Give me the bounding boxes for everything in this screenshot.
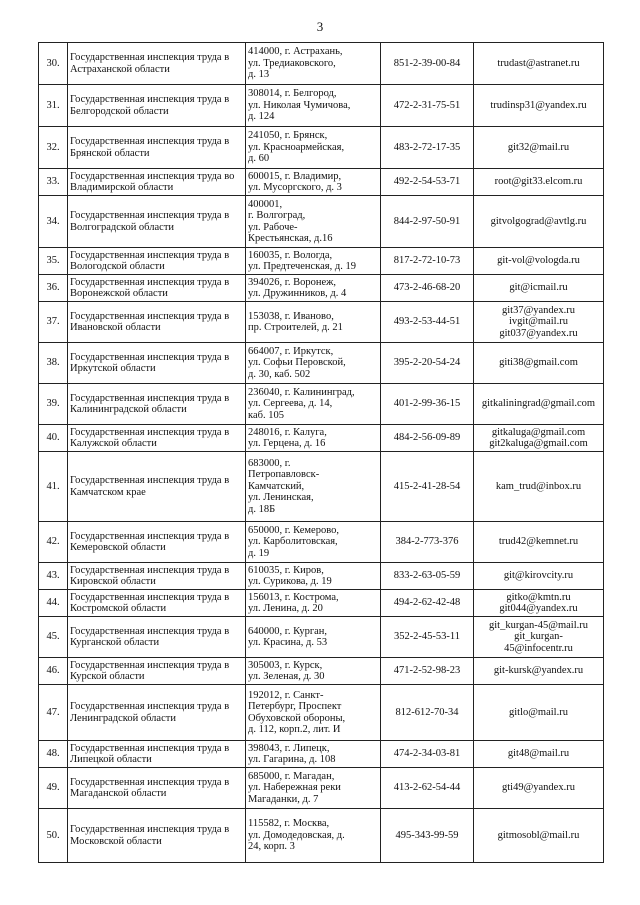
phone-number: 401-2-99-36-15: [381, 384, 474, 425]
address-line: 115582, г. Москва,: [248, 818, 330, 830]
address-line: 414000, г. Астрахань,: [248, 46, 343, 58]
inspection-name: Государственная инспекция труда в Курганской области: [68, 617, 246, 658]
inspection-registry-table: [38, 42, 604, 863]
phone-number: 817-2-72-10-73: [381, 248, 474, 275]
inspection-name: Государственная инспекция труда в Московской области: [68, 809, 246, 863]
email-cell: [474, 275, 604, 302]
email-cell: [474, 452, 604, 522]
table-row: [39, 169, 604, 196]
address-line: 650000, г. Кемерово,: [248, 524, 339, 536]
inspection-name: Государственная инспекция труда во Владимирской области: [68, 169, 246, 196]
address-cell: [246, 343, 381, 384]
address-line: д. 60: [248, 153, 270, 165]
row-number: 40.: [39, 425, 68, 452]
table-row: [39, 563, 604, 590]
email-address: trudast@astranet.ru: [497, 57, 580, 69]
row-number: 49.: [39, 768, 68, 809]
phone-number: 492-2-54-53-71: [381, 169, 474, 196]
address-line: 305003, г. Курск,: [248, 659, 323, 671]
email-cell: [474, 196, 604, 248]
inspection-name: Государственная инспекция труда в Кемеровской области: [68, 522, 246, 563]
row-number: 32.: [39, 127, 68, 169]
row-number: 44.: [39, 590, 68, 617]
table-row: [39, 275, 604, 302]
address-line: ул. Зеленая, д. 30: [248, 671, 325, 682]
phone-number: 494-2-62-42-48: [381, 590, 474, 617]
table-row: [39, 741, 604, 768]
address-line: д. 124: [248, 111, 275, 123]
phone-number: 471-2-52-98-23: [381, 658, 474, 685]
address-cell: [246, 809, 381, 863]
table-row: [39, 590, 604, 617]
row-number: 42.: [39, 522, 68, 563]
address-cell: [246, 685, 381, 741]
address-line: Камчатский,: [248, 480, 305, 492]
table-row: [39, 809, 604, 863]
inspection-name: Государственная инспекция труда в Волгоградской области: [68, 196, 246, 248]
phone-number: 352-2-45-53-11: [381, 617, 474, 658]
email-cell: [474, 384, 604, 425]
inspection-name: Государственная инспекция труда в Ивановской области: [68, 302, 246, 343]
inspection-name: Государственная инспекция труда в Белгородской области: [68, 85, 246, 127]
phone-number: 484-2-56-09-89: [381, 425, 474, 452]
row-number: 39.: [39, 384, 68, 425]
phone-number: 495-343-99-59: [381, 809, 474, 863]
address-line: 394026, г. Воронеж,: [248, 276, 337, 288]
email-cell: [474, 658, 604, 685]
row-number: 47.: [39, 685, 68, 741]
email-address: gitko@kmtn.ru: [506, 591, 571, 603]
address-line: 192012, г. Санкт-: [248, 689, 324, 701]
address-cell: [246, 452, 381, 522]
row-number: 35.: [39, 248, 68, 275]
inspection-name: Государственная инспекция труда в Ленинградской области: [68, 685, 246, 741]
email-address: git32@mail.ru: [507, 141, 570, 153]
email-address: kam_trud@inbox.ru: [495, 480, 582, 492]
table-row: [39, 302, 604, 343]
table-row: [39, 522, 604, 563]
table-row: [39, 425, 604, 452]
row-number: 50.: [39, 809, 68, 863]
address-cell: [246, 43, 381, 85]
email-cell: [474, 590, 604, 617]
row-number: 43.: [39, 563, 68, 590]
address-line: ул. Дружинников, д. 4: [248, 288, 347, 299]
table-row: [39, 384, 604, 425]
row-number: 37.: [39, 302, 68, 343]
email-address: trud42@kemnet.ru: [498, 536, 579, 548]
email-cell: [474, 563, 604, 590]
email-cell: [474, 343, 604, 384]
inspection-name: Государственная инспекция труда в Иркутской области: [68, 343, 246, 384]
address-cell: [246, 425, 381, 452]
row-number: 34.: [39, 196, 68, 248]
email-address: gitmosobl@mail.ru: [497, 829, 580, 841]
phone-number: 812-612-70-34: [381, 685, 474, 741]
row-number: 38.: [39, 343, 68, 384]
inspection-name: Государственная инспекция труда в Воронежской области: [68, 275, 246, 302]
address-line: ул. Красина, д. 53: [248, 637, 328, 648]
address-cell: [246, 590, 381, 617]
table-row: [39, 343, 604, 384]
address-cell: [246, 169, 381, 196]
email-cell: [474, 127, 604, 169]
address-line: 153038, г. Иваново,: [248, 310, 334, 322]
registry-body: [39, 43, 604, 863]
table-row: [39, 43, 604, 85]
address-line: 640000, г. Курган,: [248, 625, 328, 637]
email-cell: [474, 169, 604, 196]
address-line: ул. Гагарина, д. 108: [248, 754, 336, 765]
email-address: git_kurgan-: [514, 631, 563, 643]
email-address: git-vol@vologda.ru: [497, 255, 580, 267]
address-line: ул. Предтеченская, д. 19: [248, 261, 356, 272]
inspection-name: Государственная инспекция труда в Кировской области: [68, 563, 246, 590]
address-line: д. 18Б: [248, 503, 276, 515]
email-address: git2kaluga@gmail.com: [489, 438, 588, 449]
address-line: ул. Тредиаковского,: [248, 57, 336, 69]
address-line: Магаданки, д. 7: [248, 793, 319, 805]
address-line: Петропавловск-: [248, 469, 320, 481]
address-line: д. 30, каб. 502: [248, 368, 311, 380]
address-line: д. 112, корп.2, лит. И: [248, 724, 341, 735]
address-line: г. Волгоград,: [248, 210, 306, 221]
address-line: ул. Сергеева, д. 14,: [248, 398, 333, 410]
address-cell: [246, 658, 381, 685]
inspection-name: Государственная инспекция труда в Брянской области: [68, 127, 246, 169]
email-address: gitkaluga@gmail.com: [491, 426, 586, 438]
address-line: ул. Карболитовская,: [248, 536, 338, 548]
email-address: root@git33.elcom.ru: [494, 176, 583, 188]
address-line: пр. Строителей, д. 21: [248, 322, 343, 333]
email-address: ivgit@mail.ru: [509, 316, 568, 328]
inspection-name: Государственная инспекция труда в Курской области: [68, 658, 246, 685]
phone-number: 844-2-97-50-91: [381, 196, 474, 248]
address-cell: [246, 768, 381, 809]
row-number: 36.: [39, 275, 68, 302]
email-cell: [474, 617, 604, 658]
phone-number: 413-2-62-54-44: [381, 768, 474, 809]
address-cell: [246, 302, 381, 343]
phone-number: 415-2-41-28-54: [381, 452, 474, 522]
email-address: git037@yandex.ru: [499, 327, 578, 339]
address-cell: [246, 275, 381, 302]
address-line: Обуховской обороны,: [248, 712, 346, 724]
email-address: gti49@yandex.ru: [502, 782, 575, 794]
inspection-name: Государственная инспекция труда в Липецкой области: [68, 741, 246, 768]
phone-number: 474-2-34-03-81: [381, 741, 474, 768]
phone-number: 493-2-53-44-51: [381, 302, 474, 343]
address-line: ул. Софьи Перовской,: [248, 357, 346, 369]
inspection-name: Государственная инспекция труда в Камчатском крае: [68, 452, 246, 522]
email-address: 45@infocentr.ru: [504, 642, 573, 654]
table-row: [39, 617, 604, 658]
email-cell: [474, 85, 604, 127]
address-line: ул. Николая Чумичова,: [248, 99, 351, 111]
phone-number: 851-2-39-00-84: [381, 43, 474, 85]
email-address: giti38@gmail.com: [499, 357, 578, 369]
address-line: каб. 105: [248, 409, 284, 421]
row-number: 30.: [39, 43, 68, 85]
address-cell: [246, 127, 381, 169]
address-line: ул. Ленина, д. 20: [248, 603, 323, 614]
inspection-name: Государственная инспекция труда в Калининградской области: [68, 384, 246, 425]
row-number: 45.: [39, 617, 68, 658]
inspection-name: Государственная инспекция труда в Калужской области: [68, 425, 246, 452]
table-row: [39, 85, 604, 127]
email-cell: [474, 685, 604, 741]
phone-number: 384-2-773-376: [381, 522, 474, 563]
address-line: ул. Набережная реки: [248, 782, 341, 794]
address-line: 236040, г. Калининград,: [248, 386, 355, 398]
email-address: git044@yandex.ru: [499, 603, 578, 614]
phone-number: 473-2-46-68-20: [381, 275, 474, 302]
email-address: git37@yandex.ru: [502, 304, 575, 316]
table-row: [39, 658, 604, 685]
address-line: 683000, г.: [248, 457, 291, 469]
address-line: 400001,: [248, 198, 283, 210]
email-address: git@kirovcity.ru: [503, 570, 574, 582]
address-line: 160035, г. Вологда,: [248, 249, 333, 261]
table-row: [39, 196, 604, 248]
address-line: Крестьянская, д.16: [248, 233, 333, 244]
address-cell: [246, 248, 381, 275]
email-address: git48@mail.ru: [507, 748, 570, 760]
email-cell: [474, 43, 604, 85]
email-address: git-kursk@yandex.ru: [493, 665, 584, 677]
address-line: 156013, г. Кострома,: [248, 591, 339, 603]
email-cell: [474, 768, 604, 809]
phone-number: 395-2-20-54-24: [381, 343, 474, 384]
address-line: Петербург, Проспект: [248, 701, 342, 712]
address-cell: [246, 196, 381, 248]
address-line: 664007, г. Иркутск,: [248, 345, 334, 357]
address-line: ул. Красноармейская,: [248, 141, 345, 153]
page-number: 3: [316, 19, 324, 34]
email-cell: [474, 302, 604, 343]
address-line: 600015, г. Владимир,: [248, 170, 342, 182]
table-row: [39, 685, 604, 741]
address-line: 610035, г. Киров,: [248, 564, 324, 576]
address-line: 308014, г. Белгород,: [248, 88, 337, 100]
table-row: [39, 452, 604, 522]
email-address: gitkaliningrad@gmail.com: [481, 398, 596, 410]
table-row: [39, 768, 604, 809]
address-line: ул. Сурикова, д. 19: [248, 576, 332, 587]
row-number: 41.: [39, 452, 68, 522]
address-line: д. 13: [248, 69, 270, 81]
email-address: gitvolgograd@avtlg.ru: [490, 215, 587, 227]
email-cell: [474, 425, 604, 452]
address-line: 398043, г. Липецк,: [248, 742, 330, 754]
address-line: д. 19: [248, 547, 270, 559]
address-cell: [246, 563, 381, 590]
table-row: [39, 248, 604, 275]
address-line: 241050, г. Брянск,: [248, 130, 328, 142]
row-number: 31.: [39, 85, 68, 127]
inspection-name: Государственная инспекция труда в Костромской области: [68, 590, 246, 617]
email-cell: [474, 809, 604, 863]
email-address: git@icmail.ru: [509, 282, 568, 294]
phone-number: 472-2-31-75-51: [381, 85, 474, 127]
inspection-name: Государственная инспекция труда в Астраханской области: [68, 43, 246, 85]
email-address: trudinsp31@yandex.ru: [490, 99, 587, 111]
table-row: [39, 127, 604, 169]
address-line: 685000, г. Магадан,: [248, 770, 335, 782]
address-line: ул. Ленинская,: [248, 492, 314, 504]
email-address: gitlo@mail.ru: [509, 706, 568, 718]
address-cell: [246, 522, 381, 563]
inspection-name: Государственная инспекция труда в Вологодской области: [68, 248, 246, 275]
row-number: 46.: [39, 658, 68, 685]
inspection-name: Государственная инспекция труда в Магаданской области: [68, 768, 246, 809]
address-line: 24, корп. 3: [248, 841, 295, 853]
address-cell: [246, 384, 381, 425]
email-cell: [474, 522, 604, 563]
address-line: ул. Домодедовская, д.: [248, 829, 345, 841]
address-line: ул. Герцена, д. 16: [248, 438, 326, 449]
email-cell: [474, 741, 604, 768]
address-line: ул. Рабоче-: [248, 221, 298, 233]
email-address: git_kurgan-45@mail.ru: [488, 619, 588, 631]
email-cell: [474, 248, 604, 275]
address-line: ул. Мусоргского, д. 3: [248, 182, 342, 193]
address-cell: [246, 617, 381, 658]
row-number: 48.: [39, 741, 68, 768]
phone-number: 833-2-63-05-59: [381, 563, 474, 590]
address-cell: [246, 85, 381, 127]
phone-number: 483-2-72-17-35: [381, 127, 474, 169]
row-number: 33.: [39, 169, 68, 196]
address-line: 248016, г. Калуга,: [248, 426, 327, 438]
address-cell: [246, 741, 381, 768]
